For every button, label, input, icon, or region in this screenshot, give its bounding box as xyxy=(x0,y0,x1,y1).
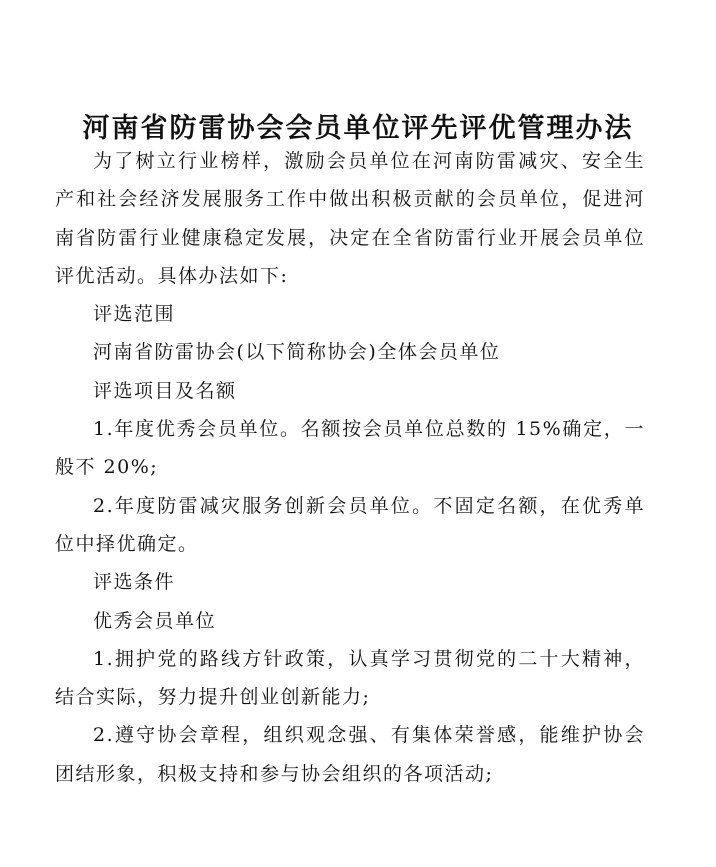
section-heading-items: 评选项目及名额 xyxy=(93,379,237,402)
item-innovation: 2.年度防雷减灾服务创新会员单位。不固定名额，在优秀单位中择优确定。 xyxy=(55,494,645,555)
section-heading-scope: 评选范围 xyxy=(93,303,176,326)
item-annual-excellent: 1.年度优秀会员单位。名额按会员单位总数的 15%确定，一般不 20%; xyxy=(55,418,645,479)
document-body xyxy=(55,142,645,793)
scope-paragraph: 河南省防雷协会(以下简称协会)全体会员单位 xyxy=(93,341,501,364)
intro-paragraph: 为了树立行业榜样，激励会员单位在河南防雷减灾、安全生产和社会经济发展服务工作中做出积极贡献的会员单位，促进河南省防雷行业健康稳定发展，决定在全省防雷行业开展会员单位评优活动。具体办法如下: xyxy=(55,150,645,287)
section-heading-conditions: 评选条件 xyxy=(93,571,176,594)
subsection-heading-excellent: 优秀会员单位 xyxy=(93,609,217,632)
condition-2: 2.遵守协会章程，组织观念强、有集体荣誉感，能维护协会团结形象，积极支持和参与协会组织的各项活动; xyxy=(55,724,645,785)
document-title: 河南省防雷协会会员单位评先评优管理办法 xyxy=(82,113,634,145)
condition-1: 1.拥护党的路线方针政策，认真学习贯彻党的二十大精神，结合实际，努力提升创业创新能力; xyxy=(55,647,645,709)
